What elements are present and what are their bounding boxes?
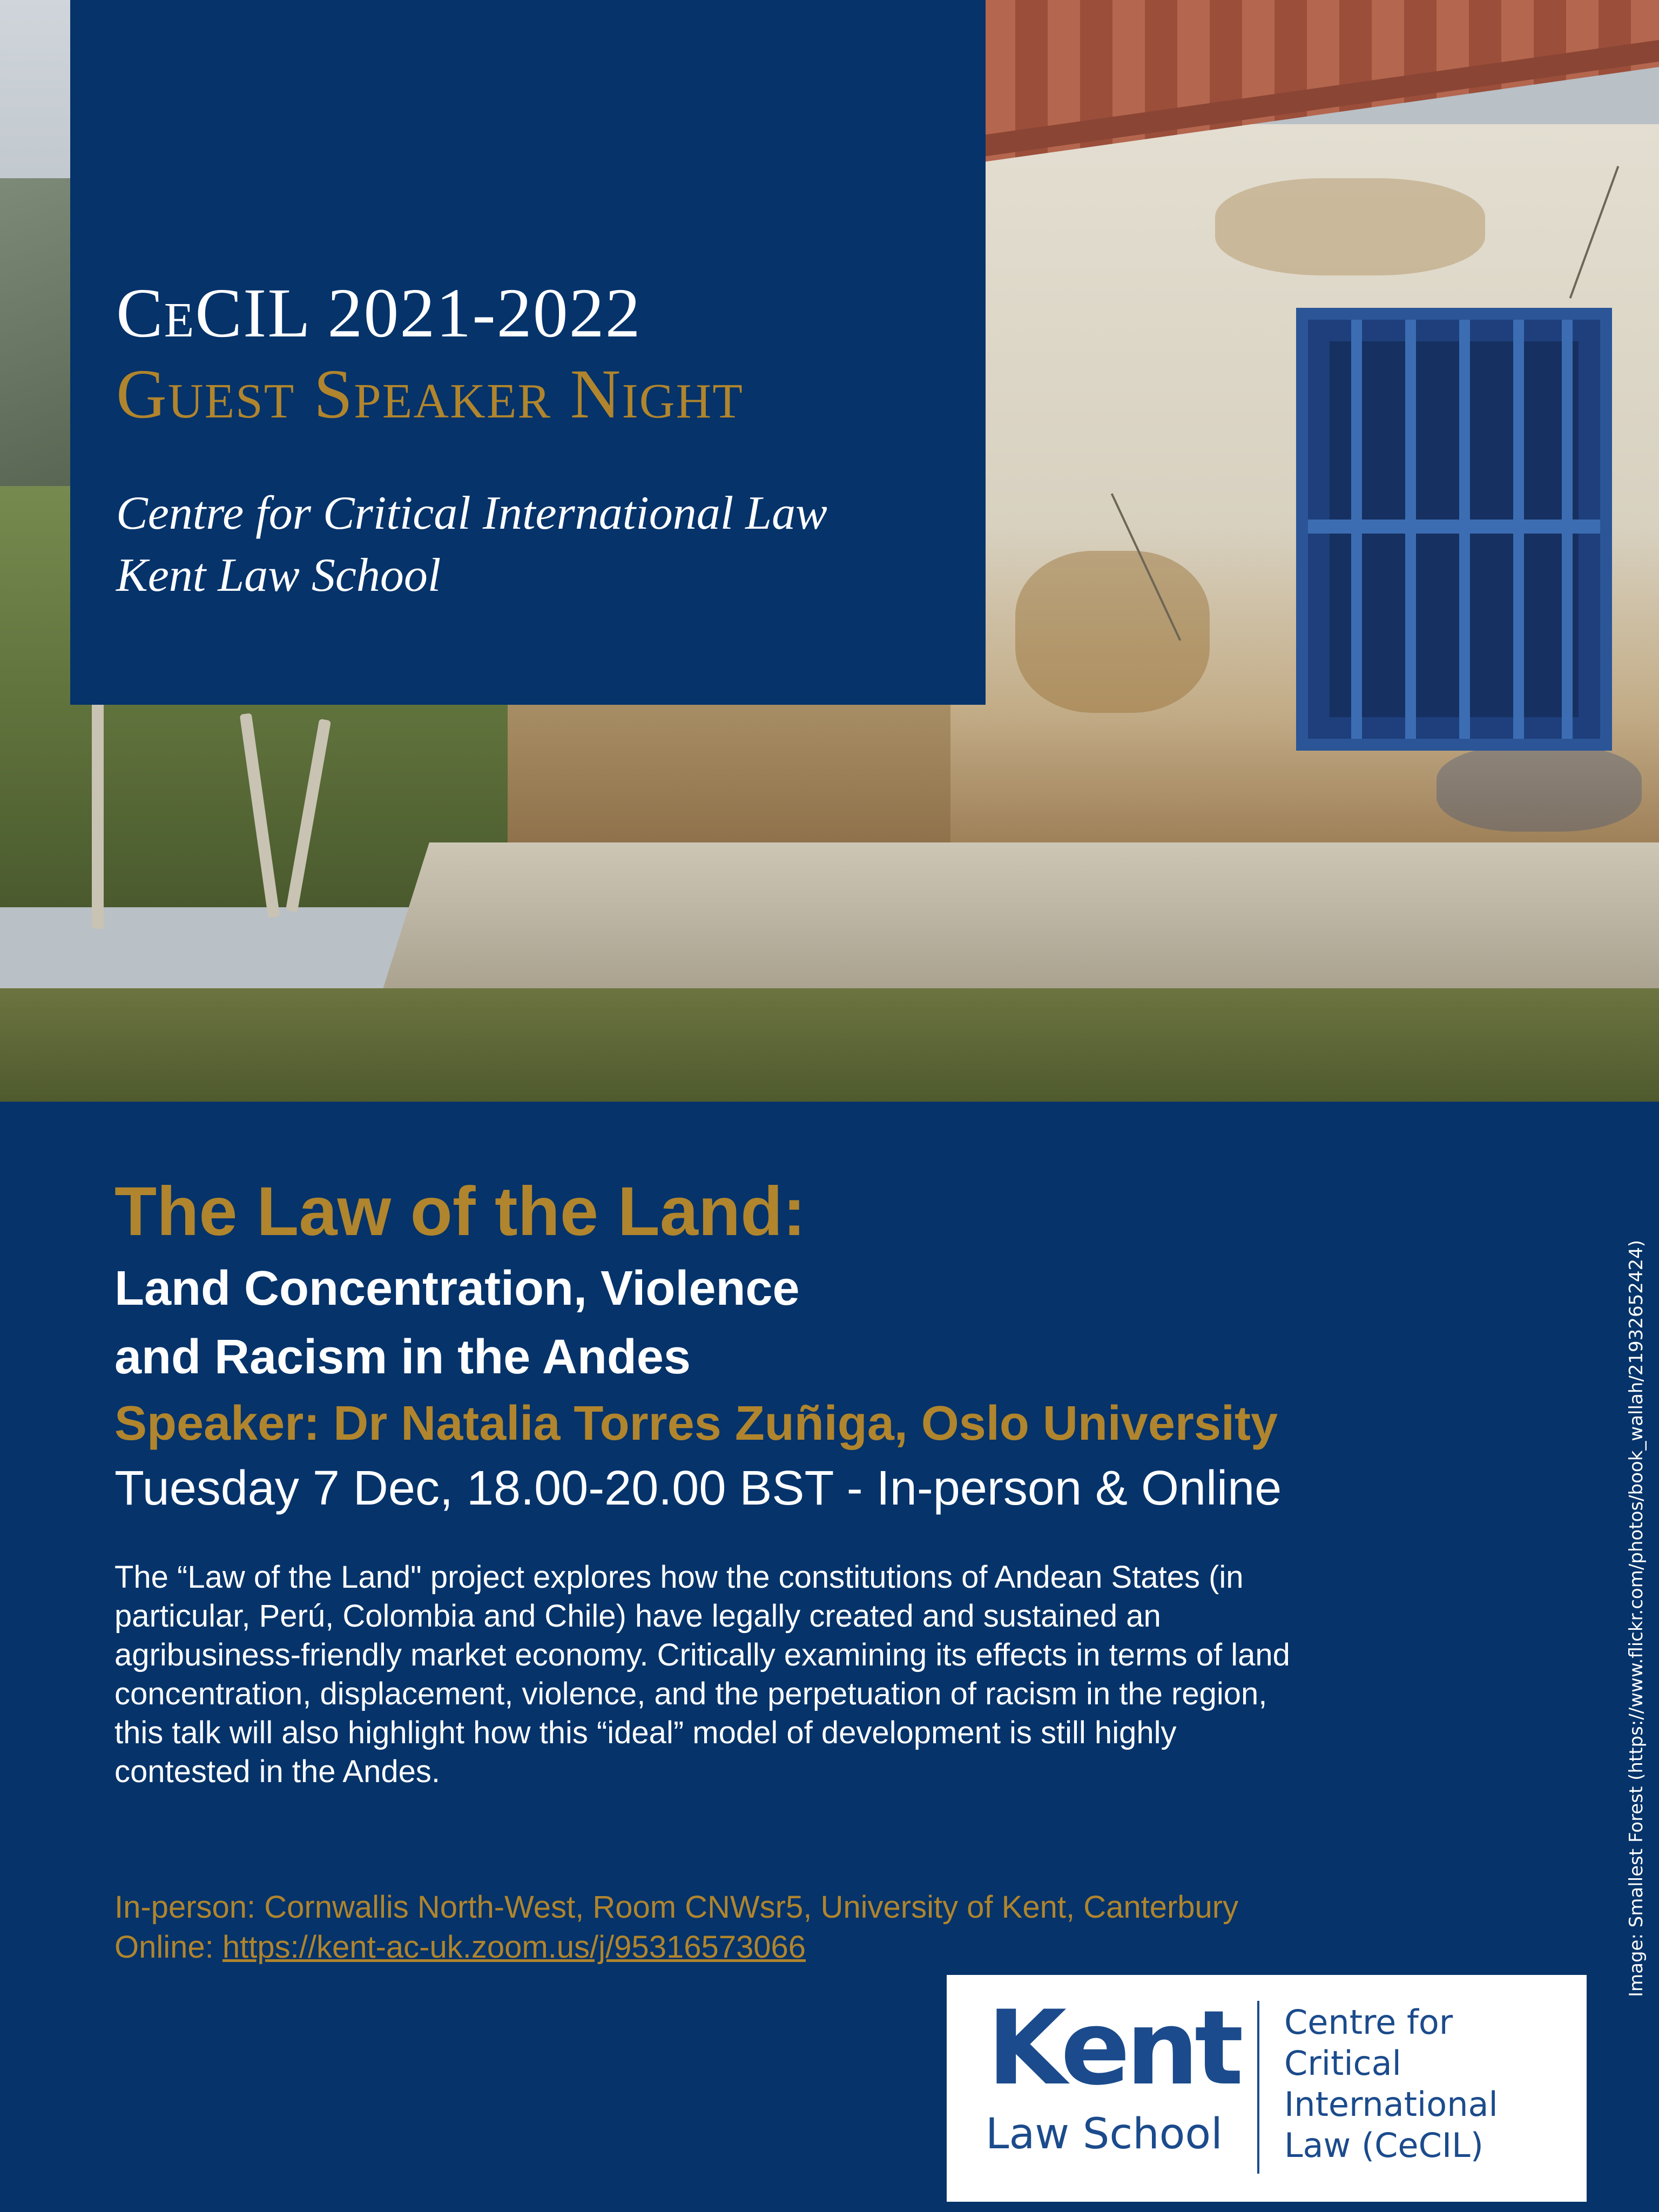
logo-divider: [1257, 2001, 1259, 2174]
venue-online-label: Online:: [114, 1930, 222, 1965]
event-datetime: Tuesday 7 Dec, 18.00-20.00 BST - In-person & Online: [114, 1461, 1282, 1515]
event-title: The Law of the Land:: [114, 1173, 806, 1250]
image-credit-text: Image: Smallest Forest (https://www.flickr.com/photos/book_wallah/21932652424): [1626, 1239, 1647, 1998]
wall-stain: [1437, 745, 1642, 832]
logo-centre-name: [1284, 2002, 1498, 2166]
description-line: this talk will also highlight how this “ideal” model of development is still highly: [114, 1715, 1177, 1750]
series-subtitle: Guest Speaker Night: [116, 355, 744, 433]
fence-post: [92, 702, 104, 929]
concrete-step: [378, 842, 1659, 1004]
wall-stain: [1215, 178, 1485, 275]
school-name: Kent Law School: [116, 549, 441, 602]
zoom-link[interactable]: https://kent-ac-uk.zoom.us/j/95316573066: [222, 1930, 806, 1965]
window-rail: [1308, 520, 1600, 534]
description-line: concentration, displacement, violence, and the perpetuation of racism in the region,: [114, 1676, 1267, 1711]
speaker-line: Speaker: Dr Natalia Torres Zuñiga, Oslo University: [114, 1397, 1278, 1451]
logo-centre-line: Centre for: [1284, 2002, 1453, 2042]
description-line: The “Law of the Land" project explores how the constitutions of Andean States (in: [114, 1560, 1244, 1595]
blue-window: [1296, 308, 1612, 751]
image-credit: [1626, 1176, 1647, 2061]
wall-stain: [1015, 551, 1210, 713]
logo-centre-line: International: [1284, 2085, 1498, 2124]
logo-law-school: Law School: [986, 2110, 1223, 2159]
venue-info: [114, 1887, 1238, 1967]
logo-centre-line: Law (CeCIL): [1284, 2126, 1483, 2165]
event-subtitle-line: and Racism in the Andes: [114, 1330, 691, 1384]
kent-law-school-logo: [947, 1975, 1587, 2202]
description-line: agribusiness-friendly market economy. Critically examining its effects in terms of land: [114, 1637, 1290, 1673]
event-subtitle-line: Land Concentration, Violence: [114, 1262, 800, 1316]
logo-kent-wordmark: Kent: [987, 1988, 1239, 2108]
logo-centre-line: Critical: [1284, 2044, 1401, 2083]
description-line: contested in the Andes.: [114, 1754, 440, 1789]
venue-online: [114, 1927, 1238, 1967]
ground: [0, 988, 1659, 1102]
series-title: CeCIL 2021-2022: [116, 274, 642, 352]
org-name: Centre for Critical International Law: [116, 487, 827, 539]
venue-inperson: In-person: Cornwallis North-West, Room CNWsr5, University of Kent, Canterbury: [114, 1890, 1239, 1925]
event-description: [114, 1558, 1519, 1791]
description-line: particular, Perú, Colombia and Chile) have legally created and sustained an: [114, 1599, 1161, 1634]
